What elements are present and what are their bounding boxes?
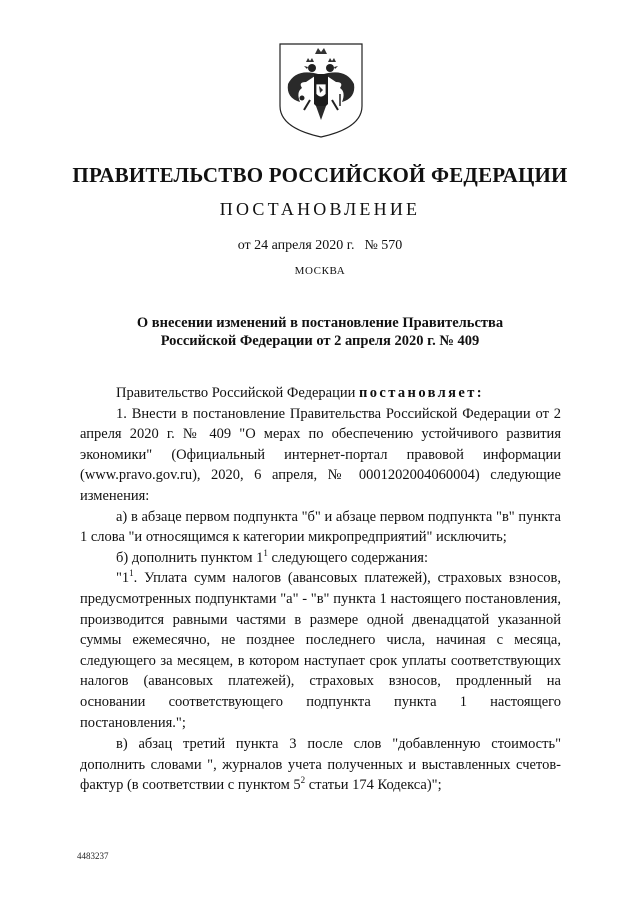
paragraph-b bbox=[80, 548, 561, 569]
coat-of-arms-icon bbox=[276, 40, 366, 140]
document-code: 4483237 bbox=[77, 851, 109, 861]
subject-line-1: О внесении изменений в постановление Правительства bbox=[136, 315, 504, 331]
decree-date: от 24 апреля 2020 г. bbox=[237, 238, 355, 253]
q-pre: "1 bbox=[116, 570, 130, 587]
paragraph-a: а) в абзаце первом подпункта "б" и абзаце первом подпункта "в" пункта 1 слова "и относящимся к категории микропредприятий" исключить; bbox=[80, 508, 561, 546]
paragraph-v bbox=[80, 734, 561, 796]
government-title: ПРАВИТЕЛЬСТВО РОССИЙСКОЙ ФЕДЕРАЦИИ bbox=[72, 163, 568, 187]
intro-paragraph bbox=[80, 383, 561, 404]
subject-line-2: Российской Федерации от 2 апреля 2020 г. № 409 bbox=[160, 333, 480, 349]
intro-prefix: Правительство Российской Федерации bbox=[116, 385, 359, 401]
pv-pre: в) абзац третий пункта 3 после слов "добавленную стоимость" дополнить словами ", журналов учета полученных и выставленных счетов-фактур (в соответствии с пунктом 5 bbox=[80, 736, 561, 794]
resolves-word: постановляет: bbox=[358, 385, 485, 401]
decree-number: № 570 bbox=[364, 238, 403, 253]
pb-pre: б) дополнить пунктом 1 bbox=[116, 549, 264, 566]
pb-post: следующего содержания: bbox=[267, 549, 428, 566]
date-number-line bbox=[0, 238, 640, 254]
quoted-paragraph bbox=[80, 568, 561, 733]
pv-post: статьи 174 Кодекса)"; bbox=[305, 777, 442, 794]
paragraph-1: 1. Внести в постановление Правительства Российской Федерации от 2 апреля 2020 г. № 409 "О мерах по обеспечению устойчивого развития экономики" (Официальный интернет-портал правовой информации (www.pravo.gov.ru), 2020, 6 апреля, № 0001202004060004) следующие изменения: bbox=[80, 405, 561, 504]
pb-sup: 1 bbox=[263, 547, 268, 558]
q-sup: 1 bbox=[129, 568, 134, 579]
pv-sup: 2 bbox=[300, 775, 306, 786]
decree-subject bbox=[0, 314, 640, 350]
decree-body bbox=[80, 383, 561, 796]
document-type: ПОСТАНОВЛЕНИЕ bbox=[219, 199, 421, 219]
city: МОСКВА bbox=[294, 265, 346, 277]
q-post: . Уплата сумм налогов (авансовых платежей), страховых взносов, предусмотренных подпунктами "а" - "в" пункта 1 настоящего постановления, производится равными частями в размере одной двенадцатой указанной суммы ежемесячно, не позднее последнего числа, начиная с месяца, следующего за месяцем, в котором наступает срок уплаты соответствующих налогов (авансовых платежей), страховых взносов, продленный на основании соответствующего подпункта пункта 1 настоящего постановления."; bbox=[80, 570, 561, 731]
